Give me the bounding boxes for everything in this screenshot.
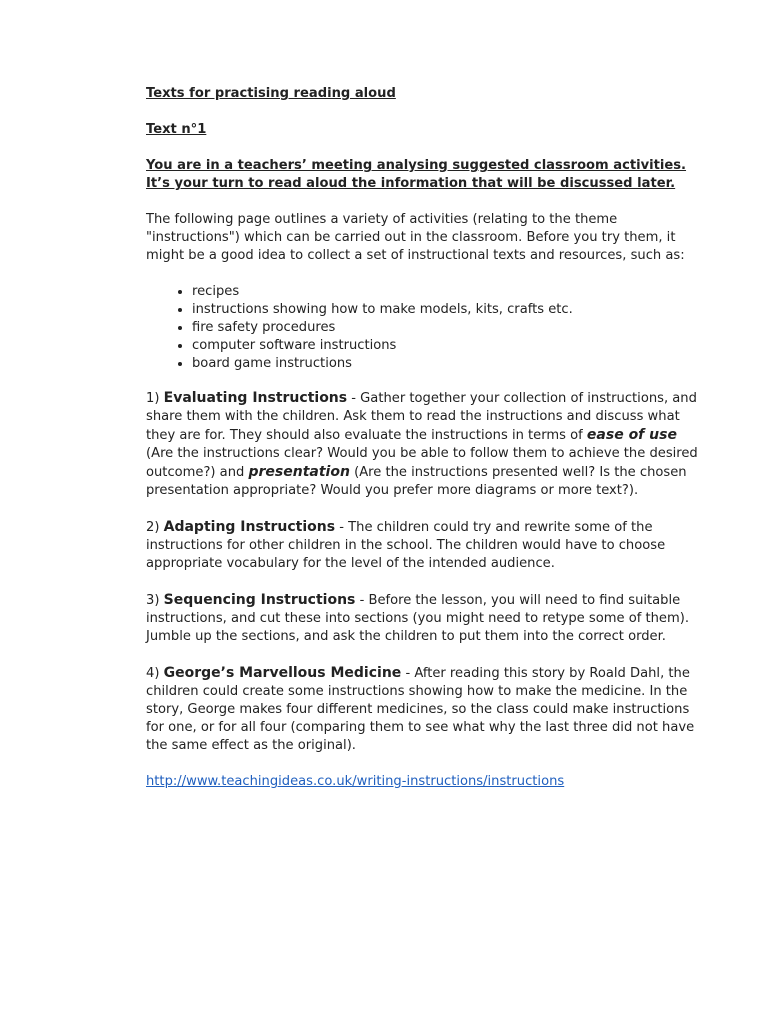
source-paragraph	[146, 773, 698, 791]
activity-1	[146, 389, 698, 500]
emphasis-ease-of-use: ease of use	[586, 427, 677, 443]
activity-number: 3)	[146, 593, 160, 608]
list-item: • computer software instructions	[192, 337, 698, 355]
intro-paragraph: The following page outlines a variety of activities (relating to the theme "instructions") which can be carried out in the classroom. Before you try them, it might be a good idea to collect a set of instructional texts and resources, such as:	[146, 212, 685, 263]
task-instruction: You are in a teachers’ meeting analysing suggested classroom activities. It’s your turn to read aloud the information that will be discussed later.	[146, 158, 687, 191]
document-title: Texts for practising reading aloud	[146, 86, 396, 101]
source-link[interactable]: http://www.teachingideas.co.uk/writing-instructions/instructions	[146, 774, 565, 789]
emphasis-presentation: presentation	[248, 464, 350, 480]
activity-text: - Before the lesson, you will need to find suitable instructions, and cut these into sections (you might need to retype some of them). Jumble up the sections, and ask the children to put them into the correct order.	[146, 593, 689, 644]
activity-3	[146, 591, 698, 646]
activity-name: Adapting Instructions	[163, 519, 336, 535]
document-page	[146, 85, 698, 809]
list-item: • board game instructions	[192, 355, 698, 373]
activity-text: (Are the instructions presented well? Is the chosen presentation appropriate? Would you prefer more diagrams or more text?).	[146, 465, 687, 498]
activity-2	[146, 518, 698, 573]
activity-text: - Gather together your collection of instructions, and share them with the children. Ask them to read the instructions and discuss what they are for. They should also evaluate the instructions in terms of	[146, 391, 697, 443]
activity-number: 4)	[146, 666, 160, 681]
activity-number: 2)	[146, 520, 160, 535]
list-item: • instructions showing how to make models, kits, crafts etc.	[192, 301, 698, 319]
activity-text: - The children could try and rewrite some of the instructions for other children in the school. The children would have to choose appropriate vocabulary for the level of the intended audience.	[146, 520, 666, 571]
activity-name: Sequencing Instructions	[163, 592, 356, 608]
activity-text: (Are the instructions clear? Would you be able to follow them to achieve the desired outcome?) and	[146, 446, 698, 480]
list-item: • recipes	[192, 283, 698, 301]
resource-list	[146, 283, 698, 373]
activity-name: Evaluating Instructions	[163, 390, 348, 406]
text-label: Text n°1	[146, 122, 207, 137]
activity-name: George’s Marvellous Medicine	[163, 665, 402, 681]
activity-text: - After reading this story by Roald Dahl, the children could create some instructions showing how to make the medicine. In the story, George makes four different medicines, so the class could make instructions for one, or for all four (comparing them to see what why the last three did not have the same effect as the original).	[146, 666, 695, 753]
activity-4	[146, 664, 698, 755]
activity-number: 1)	[146, 391, 160, 406]
list-item: • fire safety procedures	[192, 319, 698, 337]
